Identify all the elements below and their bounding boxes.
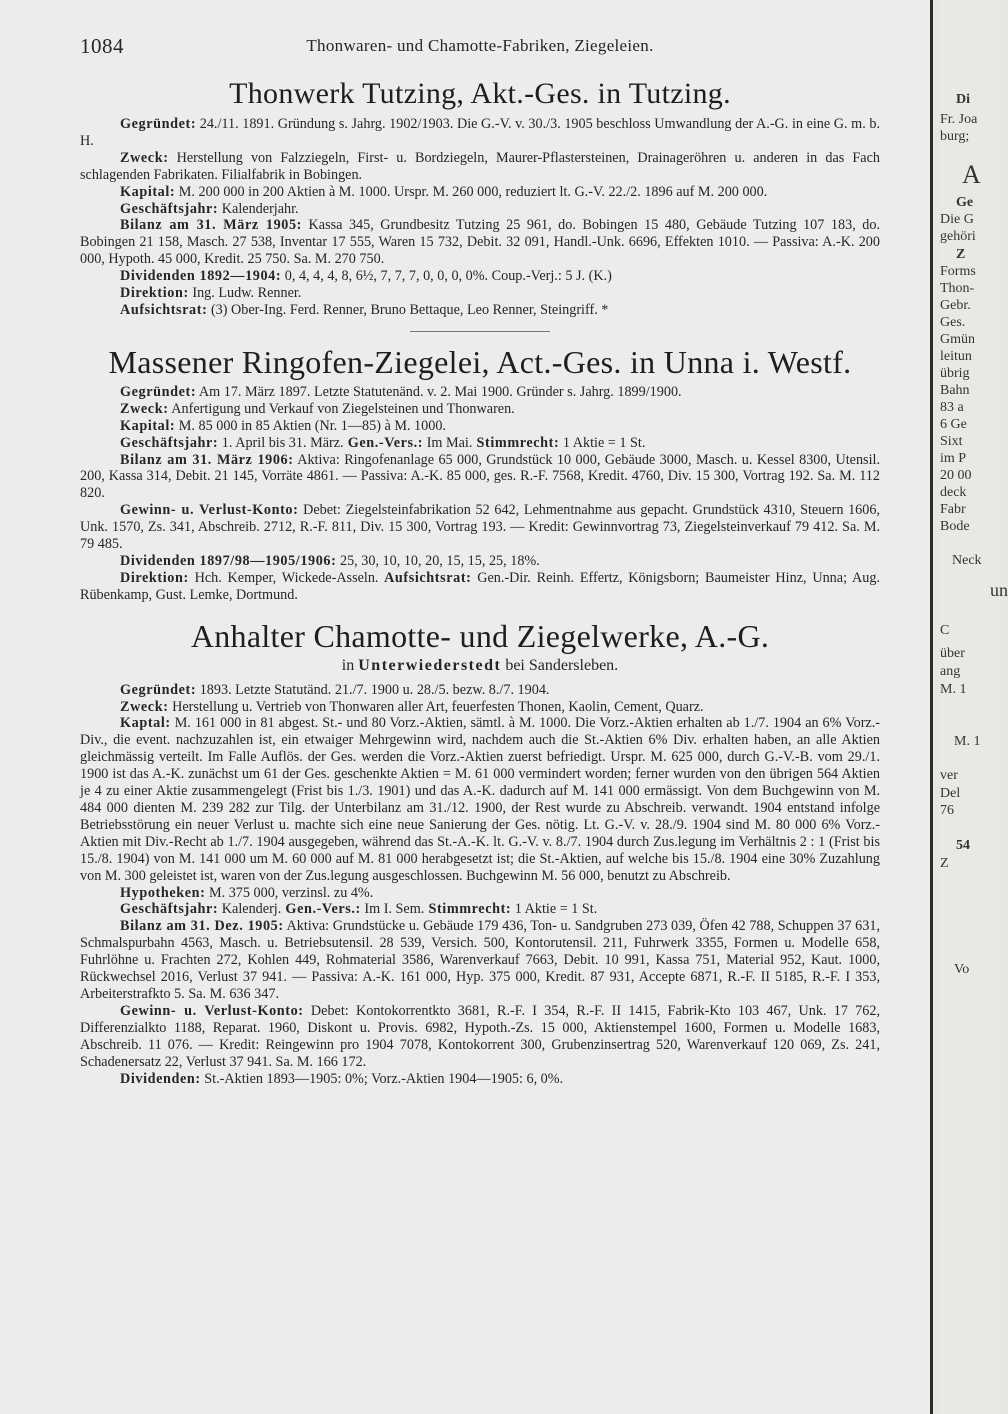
field-label: Dividenden 1897/98—1905/1906:	[120, 552, 337, 569]
field-text: Ing. Ludw. Renner.	[188, 285, 302, 302]
field-label: Dividenden:	[120, 1070, 201, 1087]
adjacent-fragment: 54	[956, 838, 970, 853]
location-prefix: in	[341, 656, 359, 674]
field-text: Herstellung von Falzziegeln, First- u. Bordziegeln, Maurer-Pflastersteinen, Drainageröhren u. anderen in das Fach schlagenden Fabrikaten. Filialfabrik in Bobingen.	[80, 149, 880, 183]
location-suffix: bei Sandersleben.	[501, 656, 619, 674]
company-entry-massener	[80, 344, 880, 604]
company-entry-tutzing	[80, 76, 880, 319]
field-label: Gegründet:	[120, 681, 197, 698]
field-text: M. 85 000 in 85 Aktien (Nr. 1—85) à M. 1000.	[175, 417, 446, 434]
company-entry-anhalter	[80, 618, 880, 1088]
field-text: 0, 4, 4, 4, 8, 6½, 7, 7, 7, 0, 0, 0, 0%. Coup.-Verj.: 5 J. (K.)	[281, 268, 612, 285]
entry-paragraph	[80, 885, 880, 902]
field-text: Kalenderj.	[218, 901, 282, 918]
adjacent-fragment: Bode	[940, 519, 970, 534]
field-label: Kapital:	[120, 183, 176, 200]
field-label: Bilanz am 31. Dez. 1905:	[120, 918, 284, 935]
adjacent-fragment: Di	[956, 92, 970, 107]
entry-paragraph	[80, 150, 880, 184]
entry-paragraph	[80, 268, 880, 285]
field-label: Kaptal:	[120, 715, 171, 732]
field-text: Gen.-Dir. Reinh. Effertz, Königsborn; Baumeister Hinz, Unna; Aug. Rübenkamp, Gust. Lemke, Dortmund.	[80, 569, 880, 603]
field-label: Gewinn- u. Verlust-Konto:	[120, 502, 299, 519]
adjacent-fragment: Del	[940, 786, 961, 801]
adjacent-fragment: leitun	[940, 349, 972, 364]
field-label: Geschäftsjahr:	[120, 434, 219, 451]
entry-paragraph	[80, 201, 880, 218]
field-label: Aufsichtsrat:	[120, 301, 208, 318]
field-text: Kalenderjahr.	[218, 200, 299, 217]
adjacent-fragment: Ges.	[940, 315, 966, 330]
adjacent-fragment: Z	[956, 247, 966, 262]
company-title: Thonwerk Tutzing, Akt.-Ges. in Tutzing.	[229, 77, 731, 110]
field-label: Bilanz am 31. März 1905:	[120, 217, 302, 234]
entry-paragraph	[80, 418, 880, 435]
entry-paragraph	[80, 1003, 880, 1071]
field-text: Aktiva: Grundstücke u. Gebäude 179 436, Ton- u. Sandgruben 273 039, Öfen 42 788, Schuppen 37 631, Schmalspurbahn 4563, Masch. u. Betriebsutensil. 28 539, Versich. 500, Kontorutensil. 211, Fuhrwerk 3355, Formen u. Modelle 658, Fuhrlöhne u. Frachten 272, Kohlen 449, Rohmaterial 3586, Warenverkauf 7663, Debit. 10 991, Kassa 751, Material 952, Kaut. 1000, Rückwechsel 2016, Verlust 37 941. — Passiva: A.-K. 161 000, Hyp. 375 000, Kredit. 87 931, Accepte 6871, R.-F. II 5185, R.-F. I 353, Arbeiterstrafkto 5. Sa. M. 636 347.	[80, 918, 880, 1002]
entry-paragraph	[80, 452, 880, 503]
adjacent-fragment: Ge	[956, 195, 974, 210]
field-label: Zweck:	[120, 149, 169, 166]
field-label: Geschäftsjahr:	[120, 200, 219, 217]
adjacent-fragment: Die G	[940, 212, 974, 227]
adjacent-fragment: übrig	[940, 366, 970, 381]
section-divider	[410, 331, 550, 332]
entry-paragraph	[80, 1071, 880, 1088]
entry-paragraph	[80, 384, 880, 401]
entry-paragraph	[80, 682, 880, 699]
field-label: Bilanz am 31. März 1906:	[120, 451, 294, 468]
entry-paragraph	[80, 901, 880, 918]
entry-paragraph	[80, 715, 880, 884]
running-title: Thonwaren- und Chamotte-Fabriken, Ziegeleien.	[306, 36, 654, 55]
field-label: Stimmrecht:	[424, 901, 512, 918]
adjacent-fragment: gehöri	[940, 229, 976, 244]
field-label: Gegründet:	[120, 383, 197, 400]
adjacent-fragment: 6 Ge	[940, 417, 967, 432]
field-text: Anfertigung und Verkauf von Ziegelsteinen und Thonwaren.	[168, 400, 515, 417]
adjacent-fragment: Neck	[952, 553, 982, 568]
field-label: Stimmrecht:	[472, 434, 560, 451]
adjacent-fragment: 20 00	[940, 468, 972, 483]
field-label: Dividenden 1892—1904:	[120, 268, 282, 285]
company-location	[80, 656, 880, 676]
field-label: Direktion:	[120, 569, 189, 586]
adjacent-fragment: im P	[940, 451, 967, 466]
field-label: Aufsichtsrat:	[378, 569, 472, 586]
page-gutter	[930, 0, 933, 1414]
field-text: 1893. Letzte Statutänd. 21./7. 1900 u. 28./5. bezw. 8./7. 1904.	[196, 681, 550, 698]
field-text: Herstellung u. Vertrieb von Thonwaren aller Art, feuerfesten Thonen, Kaolin, Cement, Quarz.	[168, 698, 704, 715]
entry-paragraph	[80, 302, 880, 319]
adjacent-fragment: 76	[940, 803, 954, 818]
page-number: 1084	[80, 34, 124, 58]
entry-paragraph	[80, 217, 880, 268]
adjacent-fragment: un	[990, 580, 1008, 600]
entry-paragraph	[80, 918, 880, 1003]
adjacent-page-strip	[940, 0, 1008, 1414]
adjacent-fragment: M. 1	[940, 682, 967, 697]
field-text: Debet: Ziegelsteinfabrikation 52 642, Lehmentnahme aus gepacht. Grundstück 4310, Steuern 1606, Unk. 1570, Zs. 341, Abschreib. 2712, R.-F. 811, Div. 15 300, Vortrag 193. — Kredit: Gewinnvortrag 73, Ziegelsteinverkauf 79 412. Sa. M. 79 485.	[80, 502, 881, 553]
entry-paragraph	[80, 401, 880, 418]
field-text: Im Mai.	[423, 434, 473, 451]
field-label: Zweck:	[120, 400, 169, 417]
field-text: Hch. Kemper, Wickede-Asseln.	[188, 569, 379, 586]
company-title: Massener Ringofen-Ziegelei, Act.-Ges. in Unna i. Westf.	[108, 343, 852, 380]
field-label: Zweck:	[120, 698, 169, 715]
adjacent-fragment: Z	[940, 856, 949, 871]
entry-paragraph	[80, 570, 880, 604]
page-header	[80, 34, 880, 58]
field-text: St.-Aktien 1893—1905: 0%; Vorz.-Aktien 1904—1905: 6, 0%.	[200, 1070, 564, 1087]
field-text: 1 Aktie = 1 St.	[559, 434, 646, 451]
field-label: Gegründet:	[120, 116, 197, 132]
field-text: M. 375 000, verzinsl. zu 4%.	[205, 884, 374, 901]
company-title: Anhalter Chamotte- und Ziegelwerke, A.-G.	[190, 617, 770, 654]
adjacent-fragment: Gebr.	[940, 298, 971, 313]
field-text: Aktiva: Ringofenanlage 65 000, Grundstück 10 000, Gebäude 3000, Masch. u. Kessel 8300, Utensil. 200, Kassa 314, Debit. 21 145, Vorräte 4861. — Passiva: A.-K. 85 000, ges. R.-F. 7568, Kredit. 4760, Div. 15 300, Vortrag 192. Sa. M. 112 820.	[80, 451, 880, 502]
adjacent-fragment: ver	[940, 768, 958, 783]
entry-paragraph	[80, 116, 880, 150]
field-label: Gen.-Vers.:	[281, 901, 361, 918]
adjacent-fragment: Gmün	[940, 332, 975, 347]
field-text: (3) Ober-Ing. Ferd. Renner, Bruno Bettaque, Leo Renner, Steingriff. *	[207, 301, 609, 318]
adjacent-fragment: M. 1	[954, 734, 981, 749]
entry-paragraph	[80, 435, 880, 452]
entry-paragraph	[80, 285, 880, 302]
field-text: Im I. Sem.	[360, 901, 425, 918]
adjacent-fragment: ang	[940, 664, 961, 679]
adjacent-fragment: Bahn	[940, 383, 970, 398]
adjacent-fragment: 83 a	[940, 400, 964, 415]
entry-paragraph	[80, 502, 880, 553]
field-label: Gen.-Vers.:	[343, 434, 424, 451]
adjacent-fragment: C	[940, 623, 950, 638]
field-text: 24./11. 1891. Gründung s. Jahrg. 1902/1903. Die G.-V. v. 30./3. 1905 beschloss Umwandlung der A.-G. in eine G. m. b. H.	[80, 116, 880, 149]
field-text: 1. April bis 31. März.	[218, 434, 344, 451]
adjacent-fragment: Sixt	[940, 434, 963, 449]
field-label: Kapital:	[120, 417, 176, 434]
field-text: 25, 30, 10, 10, 20, 15, 15, 25, 18%.	[336, 552, 540, 569]
field-text: Kassa 345, Grundbesitz Tutzing 25 961, do. Bobingen 15 480, Gebäude Tutzing 107 183, do. Bobingen 21 158, Masch. 27 538, Inventar 17 555, Waren 15 732, Debit. 32 091, Handl.-Unk. 6696, Effekten 1010. — Passiva: A.-K. 200 000, Hypoth. 45 000, Kredit. 25 750. Sa. M. 270 750.	[80, 217, 881, 268]
field-text: Am 17. März 1897. Letzte Statutenänd. v. 2. Mai 1900. Gründer s. Jahrg. 1899/1900.	[196, 383, 682, 400]
adjacent-fragment: Thon-	[940, 281, 975, 296]
field-label: Geschäftsjahr:	[120, 901, 219, 918]
field-text: 1 Aktie = 1 St.	[511, 901, 598, 918]
entry-paragraph	[80, 184, 880, 201]
adjacent-fragment: über	[940, 646, 965, 661]
page-content	[80, 70, 880, 1087]
field-label: Gewinn- u. Verlust-Konto:	[120, 1002, 304, 1019]
adjacent-fragment: burg;	[940, 129, 970, 144]
adjacent-fragment: A	[962, 160, 981, 189]
field-text: M. 200 000 in 200 Aktien à M. 1000. Urspr. M. 260 000, reduziert lt. G.-V. 22./2. 1896 auf M. 200 000.	[175, 183, 768, 200]
location-place: Unterwiederstedt	[358, 656, 502, 674]
adjacent-fragment: Fabr	[940, 502, 966, 517]
field-label: Direktion:	[120, 285, 189, 302]
field-label: Hypotheken:	[120, 884, 206, 901]
entry-paragraph	[80, 699, 880, 716]
adjacent-fragment: deck	[940, 485, 967, 500]
adjacent-fragment: Fr. Joa	[940, 112, 978, 127]
adjacent-fragment: Forms	[940, 264, 976, 279]
field-text: M. 161 000 in 81 abgest. St.- und 80 Vorz.-Aktien, sämtl. à M. 1000. Die Vorz.-Aktien erhalten ab 1./7. 1904 an 6% Vorz.-Div., die event. nachzuzahlen ist, ein etwaiger Mehrgewinn wird, nachdem auch die St.-Aktien 6% Div. erhalten haben, an alle Aktien gleichmässig verteilt. Im Falle Auflös. der Ges. werden die Vorz.-Aktien zuerst befriedigt. Urspr. M. 625 000, durch G.-V.-B. vom 29./1. 1900 ist das A.-K. zunächst um 61 der Ges. geschenkte Aktien = M. 61 000 vermindert worden; ferner wurden von den übrigen 564 Aktien je 4 zu einer Aktie zusammengelegt (Frist bis 1./3. 1901) und das A.-K. dadurch auf M. 141 000 ermässigt. Von dem Buchgewinn von M. 484 000 dienten M. 239 282 zur Tilg. der Unterbilanz am 31./12. 1900, der Rest wurde zu Abschreib. verwandt. 1904 entstand infolge Betriebsstörung ein neuer Verlust u. machte sich eine neue Sanierung der Ges. nötig. Lt. G.-V. v. 28./9. 1904 sind M. 80 000 6% Vorz.-Aktien mit Div.-Recht ab 1./7. 1904 ausgegeben, während das St.-A.-K. lt. G.-V. v. 8./7. 1904 durch Zus.legung im Verhältnis 2 : 1 (Frist bis 15./8. 1904) von M. 141 000 um M. 60 000 auf M. 81 000 herabgesetzt ist; die St.-Aktien, auf welche bis 15./8. 1904 eine 30% Zuzahlung von M. 300 geleistet ist, waren von der Zus.legung ausgeschlossen. Buchgewinn M. 56 000, benutzt zu Abschreib.	[80, 715, 880, 884]
adjacent-fragment: Vo	[954, 962, 970, 977]
entry-paragraph	[80, 553, 880, 570]
field-text: Debet: Kontokorrentkto 3681, R.-F. I 354, R.-F. II 1415, Fabrik-Kto 103 467, Unk. 17 762, Differenzialkto 1188, Reparat. 1960, Diskont u. Provis. 6982, Hypoth.-Zs. 15 000, Aktienstempel 1600, Formen u. Modelle 1683, Abschreib. 11 076. — Kredit: Reingewinn pro 1904 7078, Kontokorrent 300, Grubenzinsertrag 520, Warenverkauf 120 069, Zs. 241, Schadenersatz 22, Verlust 37 941. Sa. M. 166 172.	[80, 1002, 881, 1070]
